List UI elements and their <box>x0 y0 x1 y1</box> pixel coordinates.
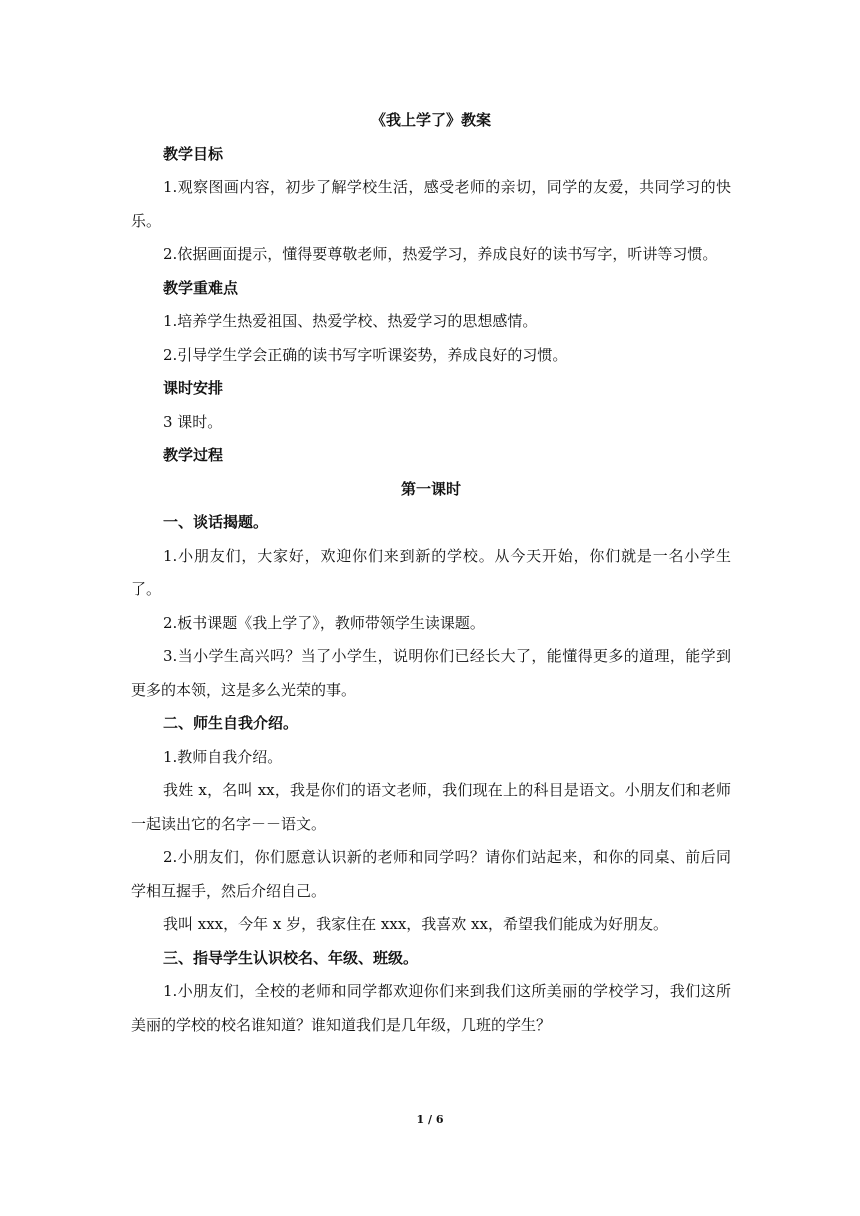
paragraph: 我姓 x，名叫 xx，我是你们的语文老师，我们现在上的科目是语文。小朋友们和老师一起读出它的名字－－语文。 <box>131 781 731 833</box>
paragraph: 1.培养学生热爱祖国、热爱学校、热爱学习的思想感情。 <box>163 312 538 330</box>
section-heading: 三、指导学生认识校名、年级、班级。 <box>163 948 419 967</box>
paragraph: 1.教师自我介绍。 <box>163 747 283 766</box>
paragraph: 1.小朋友们，大家好，欢迎你们来到新的学校。从今天开始，你们就是一名小学生了。 <box>131 546 731 598</box>
paragraph: 2.引导学生学会正确的读书写字听课姿势，养成良好的习惯。 <box>163 345 568 364</box>
page-number: 1 / 6 <box>416 1113 444 1126</box>
paragraph: 2.小朋友们，你们愿意认识新的老师和同学吗？请你们站起来，和你的同桌、前后同学相互握手，然后介绍自己。 <box>131 848 731 900</box>
paragraph: 2.板书课题《我上学了》，教师带领学生读课题。 <box>163 613 485 632</box>
paragraph: 1.小朋友们，全校的老师和同学都欢迎你们来到我们这所美丽的学校学习，我们这所美丽的学校的校名谁知道？谁知道我们是几年级，几班的学生？ <box>131 982 731 1034</box>
section-heading: 教学目标 <box>163 144 224 163</box>
document-title: 《我上学了》教案 <box>370 111 491 129</box>
paragraph: 1.观察图画内容，初步了解学校生活，感受老师的亲切，同学的友爱，共同学习的快乐。 <box>131 178 731 230</box>
paragraph: 我叫 xxx，今年 x 岁，我家住在 xxx，我喜欢 xx，希望我们能成为好朋友。 <box>163 915 668 933</box>
document-body <box>131 104 731 1042</box>
section-heading: 二、师生自我介绍。 <box>163 714 299 732</box>
paragraph: 3.当小学生高兴吗？当了小学生，说明你们已经长大了，能懂得更多的道理，能学到更多的本领，这是多么光荣的事。 <box>131 647 731 699</box>
document-blocks <box>131 138 731 1043</box>
section-heading: 一、谈话揭题。 <box>163 513 269 531</box>
lesson-subtitle: 第一课时 <box>400 479 461 498</box>
section-heading: 教学重难点 <box>163 278 239 297</box>
paragraph: 2.依据画面提示，懂得要尊敬老师，热爱学习，养成良好的读书写字，听讲等习惯。 <box>163 245 718 263</box>
paragraph: 3 课时。 <box>163 412 223 431</box>
section-heading: 教学过程 <box>163 446 224 464</box>
section-heading: 课时安排 <box>163 379 224 397</box>
